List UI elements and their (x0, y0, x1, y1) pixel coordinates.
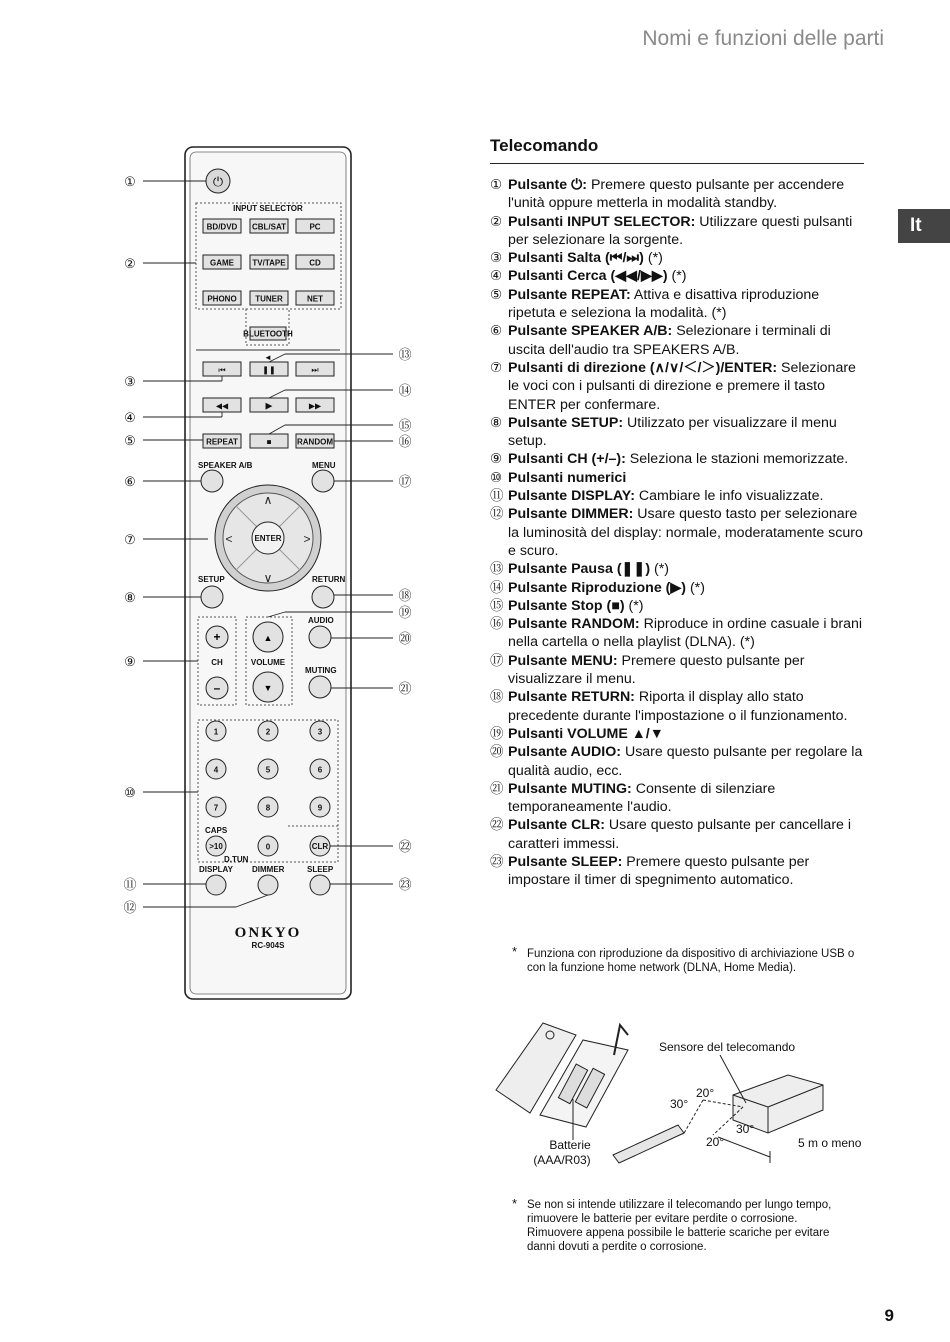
list-item: ⑩ Pulsanti numerici (490, 469, 627, 486)
svg-text:⑤: ⑤ (124, 433, 136, 448)
battery-label: Batterie (549, 1138, 591, 1152)
list-item: ⑮ Pulsante Stop (■) (*) (490, 597, 644, 614)
sleep-label: SLEEP (307, 865, 334, 874)
svg-text:⑧: ⑧ (124, 590, 136, 605)
list-item: ⑲ Pulsanti VOLUME ▲/▼ (490, 725, 664, 742)
svg-text:④: ④ (124, 410, 136, 425)
svg-text:⑱: ⑱ (398, 588, 412, 603)
up-icon: ∧ (263, 493, 273, 507)
list-item: ⑱ Pulsante RETURN: Riporta il display allo stato precedente durante l'impostazione o il funzionamento. (490, 689, 848, 724)
speaker-ab-label: SPEAKER A/B (198, 461, 253, 470)
dimmer-button (258, 875, 278, 895)
list-item: ② Pulsanti INPUT SELECTOR: Utilizzare questi pulsanti per selezionare la sorgente. (490, 213, 853, 248)
list-item: ⑯ Pulsante RANDOM: Riproduce in ordine casuale i brani nella cartella o nella playlist (DLNA). (*) (490, 616, 863, 651)
fast-forward-icon: ▶▶ (308, 401, 322, 411)
svg-text:⑭: ⑭ (398, 383, 412, 398)
speaker-ab-button (201, 470, 223, 492)
svg-text:30°: 30° (736, 1122, 755, 1136)
tuner-button: TUNER (255, 294, 283, 304)
display-button (206, 875, 226, 895)
svg-text:②: ② (124, 256, 136, 271)
input-selector-label: INPUT SELECTOR (233, 204, 303, 213)
svg-text:⑨: ⑨ (124, 654, 136, 669)
page-header-title: Nomi e funzioni delle parti (642, 27, 884, 50)
svg-text:③: ③ (124, 374, 136, 389)
footnote-mark: * (512, 1196, 518, 1211)
svg-text:⑯: ⑯ (398, 434, 412, 449)
return-button (312, 586, 334, 608)
list-item: ⑭ Pulsante Riproduzione (▶) (*) (490, 579, 705, 596)
svg-text:2: 2 (265, 727, 271, 737)
svg-text:⑰: ⑰ (398, 474, 412, 489)
caps-label: CAPS (205, 826, 228, 835)
pause-icon: ❚❚ (262, 365, 276, 375)
svg-text:⑩: ⑩ (124, 785, 136, 800)
svg-text:◄: ◄ (264, 353, 272, 362)
bluetooth-button: BLUETOOTH (243, 329, 293, 339)
footnote-text: Funziona con riproduzione da dispositivo di archiviazione USB o con la funzione home network (DLNA, Home Media). (527, 948, 855, 974)
muting-button (309, 676, 331, 698)
language-tab: It (898, 209, 950, 243)
svg-text:0: 0 (265, 842, 271, 852)
distance-label: 5 m o meno (798, 1136, 862, 1150)
dtun-label: D.TUN (224, 855, 249, 864)
svg-text:▼: ▼ (263, 683, 273, 693)
display-label: DISPLAY (199, 865, 233, 874)
svg-text:6: 6 (317, 765, 323, 775)
svg-text:①: ① (124, 174, 136, 189)
tv-tape-button: TV/TAPE (252, 258, 286, 268)
list-item: ⑪ Pulsante DISPLAY: Cambiare le info visualizzate. (490, 488, 824, 505)
net-button: NET (307, 294, 323, 304)
list-item: ④ Pulsanti Cerca (◀◀/▶▶) (*) (490, 268, 687, 285)
play-icon: ▶ (265, 400, 273, 411)
svg-text:>10: >10 (209, 842, 223, 851)
svg-text:⑲: ⑲ (398, 605, 412, 620)
setup-label: SETUP (198, 575, 225, 584)
list-item: ⑦ Pulsanti di direzione (∧/∨/＜/＞)/ENTER: Selezionare le voci con i pulsanti di direzione e premere il tasto ENTER per confermare. (490, 359, 856, 413)
list-item: ㉑ Pulsante MUTING: Consente di silenziare temporaneamente l'audio. (490, 780, 776, 816)
list-item: ⑥ Pulsante SPEAKER A/B: Selezionare i terminali di uscita dell'audio tra SPEAKERS A/B. (490, 323, 831, 358)
model-number: RC-904S (251, 941, 285, 950)
down-icon: ∨ (263, 571, 273, 585)
svg-text:7: 7 (213, 803, 219, 813)
phono-button: PHONO (207, 294, 237, 304)
svg-text:8: 8 (265, 803, 271, 813)
cd-button: CD (309, 258, 321, 268)
svg-text:+: + (213, 630, 221, 644)
left-icon: < (225, 532, 233, 546)
repeat-button: REPEAT (206, 437, 238, 447)
svg-text:⑦: ⑦ (124, 532, 136, 547)
list-item: ⑫ Pulsante DIMMER: Usare questo tasto per selezionare la luminosità del display: normale, moderatamente scuro e scuro. (490, 506, 863, 559)
brand-logo: ONKYO (234, 925, 302, 941)
svg-text:⑮: ⑮ (398, 418, 412, 433)
svg-text:㉒: ㉒ (398, 839, 412, 854)
svg-text:1: 1 (213, 727, 219, 737)
svg-text:20°: 20° (696, 1086, 715, 1100)
bd-dvd-button: BD/DVD (206, 222, 238, 232)
list-item: ⑳ Pulsante AUDIO: Usare questo pulsante per regolare la qualità audio, ecc. (490, 744, 863, 779)
menu-button (312, 470, 334, 492)
svg-text:⑫: ⑫ (123, 900, 137, 915)
number-pad (206, 721, 330, 817)
svg-text:3: 3 (317, 727, 323, 737)
list-item: ⑧ Pulsante SETUP: Utilizzato per visualizzare il menu setup. (490, 414, 837, 450)
pc-button: PC (309, 222, 321, 232)
menu-label: MENU (312, 461, 336, 470)
sleep-button (310, 875, 330, 895)
list-item: ㉒ Pulsante CLR: Usare questo pulsante per cancellare i caratteri immessi. (490, 817, 852, 852)
list-item: ⑰ Pulsante MENU: Premere questo pulsante per visualizzare il menu. (490, 652, 805, 688)
svg-text:⑬: ⑬ (398, 347, 412, 362)
list-item: ⑬ Pulsante Pausa (❚❚) (*) (490, 561, 669, 578)
svg-text:㉓: ㉓ (398, 877, 412, 892)
cbl-sat-button: CBL/SAT (251, 222, 287, 232)
footnote-mark: * (512, 944, 518, 959)
muting-label: MUTING (305, 666, 337, 675)
page-number: 9 (884, 1306, 894, 1325)
random-button: RANDOM (297, 437, 333, 447)
return-label: RETURN (312, 575, 346, 584)
button-description-list (490, 176, 865, 890)
battery-sensor-illustration (488, 1015, 868, 1175)
svg-text:30°: 30° (670, 1097, 689, 1111)
list-item: ⑨ Pulsanti CH (+/–): Seleziona le stazioni memorizzate. (490, 451, 849, 468)
svg-text:㉑: ㉑ (398, 681, 412, 696)
svg-text:⑥: ⑥ (124, 474, 136, 489)
volume-label: VOLUME (250, 658, 286, 667)
enter-button: ENTER (254, 534, 282, 543)
section-divider (490, 163, 864, 164)
svg-text:9: 9 (317, 803, 323, 813)
power-icon: ⏻ (212, 174, 224, 189)
battery-type-label: (AAA/R03) (533, 1153, 591, 1167)
svg-text:4: 4 (213, 765, 219, 775)
svg-text:▲: ▲ (263, 633, 273, 643)
svg-text:⑳: ⑳ (398, 631, 412, 646)
svg-text:⑪: ⑪ (123, 877, 137, 892)
skip-forward-icon: ⏭ (311, 365, 319, 375)
dimmer-label: DIMMER (252, 865, 285, 874)
game-button: GAME (210, 258, 234, 268)
section-title: Telecomando (490, 136, 599, 155)
ch-label: CH (211, 658, 223, 667)
svg-text:5: 5 (265, 765, 271, 775)
stop-icon: ■ (266, 437, 272, 447)
svg-text:–: – (213, 681, 221, 695)
right-icon: > (303, 532, 311, 546)
audio-button (309, 626, 331, 648)
list-item: ③ Pulsanti Salta (⏮/⏭) (*) (490, 250, 663, 267)
audio-label: AUDIO (308, 616, 334, 625)
setup-button (201, 586, 223, 608)
rewind-icon: ◀◀ (215, 401, 229, 411)
list-item: ㉓ Pulsante SLEEP: Premere questo pulsante per impostare il timer di spegnimento automatico. (490, 853, 810, 889)
transport-buttons (203, 362, 334, 448)
list-item: ① Pulsante ⏻: Premere questo pulsante per accendere l'unità oppure metterla in modalità standby. (490, 177, 845, 212)
footnote-text: Se non si intende utilizzare il telecomando per lungo tempo, rimuovere le batterie per evitare perdite o corrosione. Rimuovere appena possibile le batterie scariche per evitare danni dovuti a perdite o corrosione. (527, 1199, 832, 1253)
list-item: ⑤ Pulsante REPEAT: Attiva e disattiva riproduzione ripetuta e seleziona la modalità. (*) (490, 286, 820, 322)
svg-text:20°: 20° (706, 1135, 725, 1149)
sensor-label: Sensore del telecomando (659, 1040, 796, 1054)
skip-back-icon: ⏮ (218, 365, 226, 375)
remote-illustration (0, 0, 480, 1010)
svg-text:CLR: CLR (311, 842, 329, 851)
